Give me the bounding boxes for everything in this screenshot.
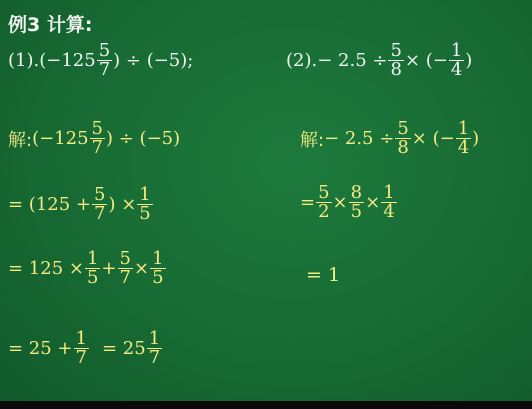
equation-text: − 2.5 ÷ [324, 128, 395, 149]
fraction-numerator: 1 [457, 118, 470, 139]
fraction [118, 250, 133, 287]
fraction-denominator: 8 [397, 137, 409, 158]
fraction [147, 330, 162, 367]
fraction-denominator: 8 [390, 59, 402, 80]
equation-text: = [300, 192, 316, 213]
fraction-denominator: 4 [450, 59, 463, 80]
fraction [74, 330, 89, 367]
fraction-numerator: 5 [119, 248, 131, 269]
fraction-numerator: 1 [139, 184, 151, 205]
fraction-denominator: 7 [91, 137, 103, 158]
equation-text: × (− [411, 128, 455, 149]
solution-1-line-4 [8, 330, 163, 367]
equation-text: = 25 + [8, 338, 73, 359]
bottom-bar [0, 401, 532, 409]
fraction-denominator: 4 [383, 201, 395, 222]
operator: × [133, 258, 150, 279]
equation-text: = 1 [306, 264, 341, 286]
problem-1-fraction [97, 42, 112, 79]
fraction-denominator: 7 [148, 347, 161, 368]
solution-1-line-3 [8, 250, 167, 287]
fraction-numerator: 5 [390, 40, 402, 61]
fraction-denominator: 5 [139, 203, 151, 224]
fraction [92, 186, 107, 223]
solution-1-open: (−125 [32, 128, 89, 149]
solution-1-rest: ) ÷ (−5) [106, 128, 181, 149]
solution-1-line-1 [8, 120, 180, 157]
problem-1-label: (1). [8, 50, 40, 71]
equation-text: = 125 × [8, 258, 84, 279]
solution-2-line-2 [300, 184, 398, 221]
fraction-denominator: 5 [152, 267, 164, 288]
fraction-numerator: 1 [86, 248, 99, 269]
fraction [85, 250, 100, 287]
fraction [137, 186, 152, 223]
example-title: 例3 计算: [8, 14, 93, 36]
equation-text: = (125 + [8, 194, 91, 215]
problem-2-part1: − 2.5 ÷ [317, 50, 388, 71]
fraction-numerator: 5 [318, 182, 330, 203]
fraction-denominator: 5 [350, 201, 363, 222]
fraction-numerator: 1 [75, 328, 87, 349]
solution-2-line-3 [306, 264, 340, 286]
problem-1-rest: ) ÷ (−5); [113, 50, 194, 71]
problem-1-open: (−125 [39, 50, 96, 71]
fraction-denominator: 2 [318, 201, 330, 222]
solution-2-line-1 [300, 120, 479, 157]
problem-2-close: ) [465, 50, 473, 71]
fraction-denominator: 7 [98, 59, 111, 80]
equation-text: ) × [108, 194, 137, 215]
operator: × [332, 192, 348, 213]
equation-text: = 25 [101, 338, 146, 359]
fraction-denominator: 7 [75, 347, 87, 368]
fraction-numerator: 5 [94, 184, 106, 205]
problem-2-fraction-1 [388, 42, 403, 79]
solution-label: 解: [300, 129, 325, 151]
fraction-denominator: 7 [119, 267, 131, 288]
problem-1 [8, 42, 193, 79]
problem-2-fraction-2 [449, 42, 464, 79]
fraction [316, 184, 331, 221]
fraction-numerator: 1 [152, 248, 164, 269]
solution-label: 解: [8, 129, 33, 151]
fraction [381, 184, 396, 221]
solution-1-fraction [90, 120, 105, 157]
fraction-numerator: 1 [148, 328, 161, 349]
fraction [349, 184, 364, 221]
solution-1-line-2 [8, 186, 154, 223]
equation-text: ) [472, 128, 480, 149]
fraction-numerator: 5 [91, 118, 103, 139]
problem-2-part2: × (− [404, 50, 448, 71]
fraction-numerator: 5 [98, 40, 111, 61]
fraction-denominator: 5 [86, 267, 99, 288]
fraction-numerator: 1 [383, 182, 395, 203]
fraction [456, 120, 471, 157]
operator: + [101, 258, 117, 279]
problem-2-label: (2). [286, 50, 318, 71]
fraction [395, 120, 410, 157]
operator: × [365, 192, 381, 213]
fraction-denominator: 7 [94, 203, 106, 224]
fraction-denominator: 4 [457, 137, 470, 158]
fraction [150, 250, 165, 287]
fraction-numerator: 1 [450, 40, 463, 61]
fraction-numerator: 5 [397, 118, 409, 139]
problem-2 [286, 42, 472, 79]
fraction-numerator: 8 [350, 182, 363, 203]
